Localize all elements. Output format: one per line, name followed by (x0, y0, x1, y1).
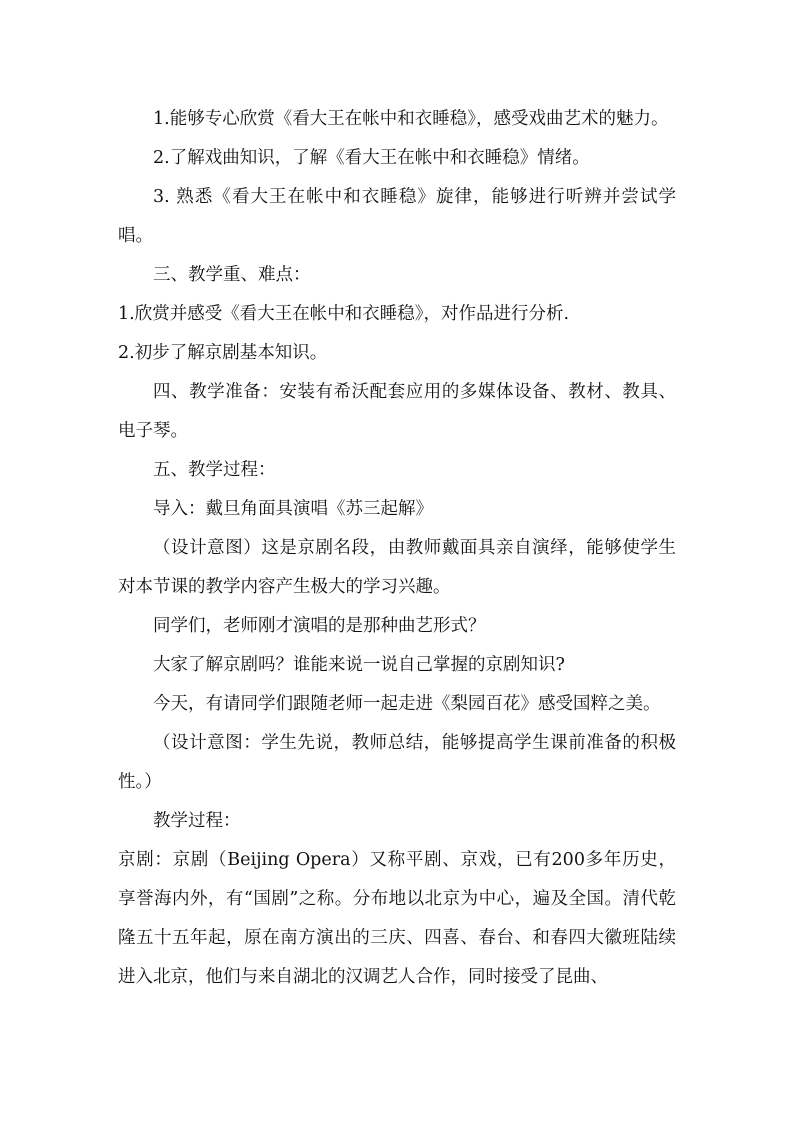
objective-3: 3. 熟悉《看大王在帐中和衣睡稳》旋律，能够进行听辨并尝试学唱。 (118, 187, 676, 246)
intro-statement: 今天，有请同学们跟随老师一起走进《梨园百花》感受国粹之美。 (153, 694, 661, 714)
design-intent-1: （设计意图）这是京剧名段，由教师戴面具亲自演绎，能够使学生对本节课的教学内容产生极大的学习兴趣。 (118, 538, 676, 597)
key-point-2: 2.初步了解京剧基本知识。 (118, 343, 328, 363)
design-intent-2: （设计意图：学生先说，教师总结，能够提高学生课前准备的积极性。） (118, 733, 676, 792)
question-2: 大家了解京剧吗？谁能来说一说自己掌握的京剧知识? (153, 655, 565, 675)
section-heading-preparation: 四、教学准备：安装有希沃配套应用的多媒体设备、教材、教具、电子琴。 (118, 382, 676, 441)
section-heading-process: 五、教学过程： (153, 460, 276, 480)
objective-1: 1.能够专心欣赏《看大王在帐中和衣睡稳》，感受戏曲艺术的魅力。 (153, 109, 669, 129)
beijing-opera-paragraph: 京剧：京剧（Beijing Opera）又称平剧、京戏，已有200多年历史，享誉海内外，有“国剧”之称。分布地以北京为中心，遍及全国。清代乾隆五十五年起，原在南方演出的三庆、四喜、春台、和春四大徽班陆续进入北京，他们与来自湖北的汉调艺人合作，同时接受了昆曲、 (118, 850, 676, 987)
objective-2: 2.了解戏曲知识，了解《看大王在帐中和衣睡稳》情绪。 (153, 148, 590, 168)
section-heading-key-points: 三、教学重、难点： (153, 265, 311, 285)
key-point-1: 1.欣赏并感受《看大王在帐中和衣睡稳》，对作品进行分析. (118, 304, 570, 324)
teaching-process-heading: 教学过程： (153, 811, 241, 831)
question-1: 同学们，老师刚才演唱的是那种曲艺形式？ (153, 616, 486, 636)
intro-paragraph: 导入：戴旦角面具演唱《苏三起解》 (153, 499, 433, 519)
document-body (118, 100, 676, 997)
